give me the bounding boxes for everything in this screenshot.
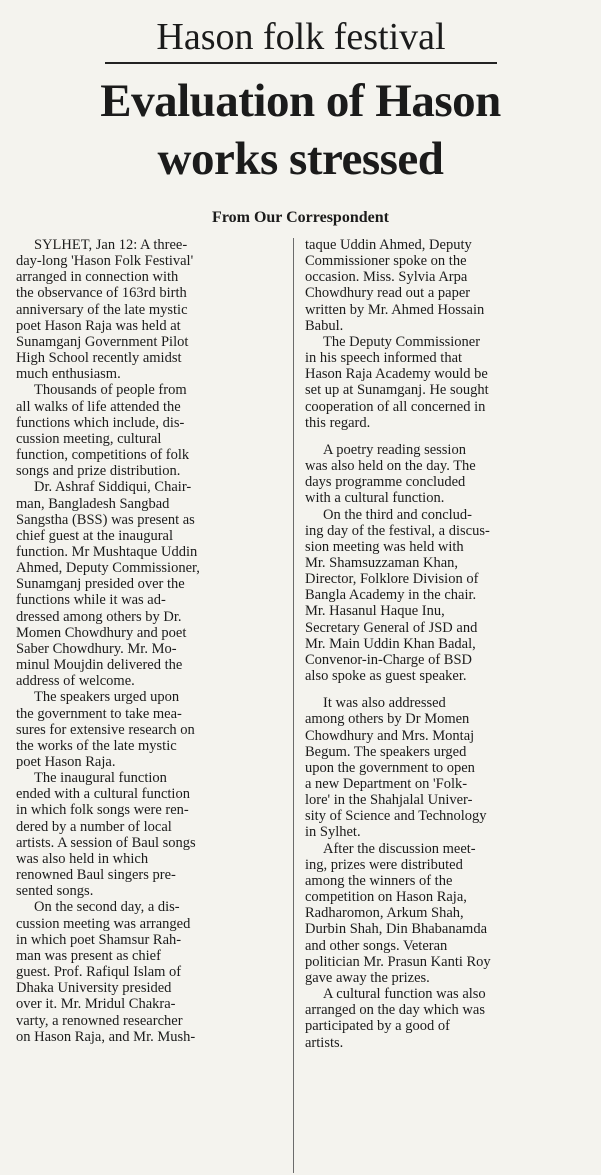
article-text-line: and other songs. Veteran xyxy=(305,937,448,954)
article-text-line: Bangla Academy in the chair. xyxy=(305,587,477,604)
left-column xyxy=(16,237,283,1045)
article-text-line: Director, Folklore Division of xyxy=(305,571,479,588)
article-text-line: man, Bangladesh Sangbad xyxy=(16,495,170,512)
article-text-line: Mr. Main Uddin Khan Badal, xyxy=(305,635,476,652)
article-text-line: varty, a renowned researcher xyxy=(16,1012,183,1029)
headline xyxy=(0,72,601,188)
article-text-line: Radharomon, Arkum Shah, xyxy=(305,905,464,922)
article-text-line: Chowdhury read out a paper xyxy=(305,285,471,302)
article-text-line: much enthusiasm. xyxy=(16,366,121,383)
article-text-line: was also held in which xyxy=(16,850,149,867)
article-text-line: address of welcome. xyxy=(16,673,135,690)
article-text-line: cussion meeting, cultural xyxy=(16,430,162,447)
article-text-line: The inaugural function xyxy=(34,770,167,787)
article-text-line: guest. Prof. Rafiqul Islam of xyxy=(16,964,182,981)
article-text-line: among others by Dr Momen xyxy=(305,711,470,728)
article-text-line: functions while it was ad- xyxy=(16,592,166,609)
article-text-line: on Hason Raja, and Mr. Mush- xyxy=(16,1028,196,1045)
article-text-line: Mr. Hasanul Haque Inu, xyxy=(305,603,445,620)
article-text-line: day-long 'Hason Folk Festival' xyxy=(16,253,194,270)
article-text-line: functions which include, dis- xyxy=(16,414,185,431)
article-text-line: also spoke as guest speaker. xyxy=(305,668,467,685)
right-column xyxy=(305,237,573,1051)
article-text-line: chief guest at the inaugural xyxy=(16,527,174,544)
article-text-line: the works of the late mystic xyxy=(16,737,177,754)
article-text-line: sures for extensive research on xyxy=(16,721,195,738)
article-text-line: Hason Raja Academy would be xyxy=(305,366,488,383)
article-text-line: function. Mr Mushtaque Uddin xyxy=(16,543,198,560)
article-text-line: a new Department on 'Folk- xyxy=(305,776,468,792)
headline-line-2: works stressed xyxy=(157,133,444,185)
article-text-line: participated by a good of xyxy=(305,1018,450,1035)
article-text-line: poet Hason Raja was held at xyxy=(16,317,181,334)
article-text-line: man was present as chief xyxy=(16,947,161,964)
article-text-line: A poetry reading session xyxy=(323,441,466,458)
article-text-line: cussion meeting was arranged xyxy=(16,915,191,932)
article-text-line: The speakers urged upon xyxy=(34,689,180,706)
article-text-line: with a cultural function. xyxy=(305,490,445,507)
article-text-line: sented songs. xyxy=(16,883,94,900)
article-text-line: On the third and conclud- xyxy=(323,506,472,523)
article-text-line: artists. xyxy=(305,1034,344,1051)
article-text-line: Begum. The speakers urged xyxy=(305,743,467,760)
article-text-line: days programme concluded xyxy=(305,474,466,491)
article-text-line: in which folk songs were ren- xyxy=(16,802,189,819)
article-text-line: in which poet Shamsur Rah- xyxy=(16,931,182,948)
article-text-line: High School recently amidst xyxy=(16,350,182,367)
article-text-line: artists. A session of Baul songs xyxy=(16,834,196,851)
article-text-line: occasion. Miss. Sylvia Arpa xyxy=(305,269,468,286)
article-text-line: Babul. xyxy=(305,317,344,334)
article-text-line: Saber Chowdhury. Mr. Mo- xyxy=(16,640,177,657)
article-text-line: ended with a cultural function xyxy=(16,786,190,803)
article-text-line: set up at Sunamganj. He sought xyxy=(305,382,489,399)
paragraph-gap xyxy=(305,431,573,442)
article-text-line: Sunamganj presided over the xyxy=(16,576,185,593)
article-text-line: sity of Science and Technology xyxy=(305,808,487,825)
article-text-line: this regard. xyxy=(305,414,371,431)
article-text-line: written by Mr. Ahmed Hossain xyxy=(305,301,485,318)
article-text-line: songs and prize distribution. xyxy=(16,463,181,480)
article-text-line: dressed among others by Dr. xyxy=(16,608,182,625)
article-text-line: Dhaka University presided xyxy=(16,980,172,997)
article-text-line: politician Mr. Prasun Kanti Roy xyxy=(305,953,491,970)
article-text-line: the government to take mea- xyxy=(16,705,182,722)
article-text-line: renowned Baul singers pre- xyxy=(16,867,176,884)
article-text-line: arranged on the day which was xyxy=(305,1002,485,1019)
article-text-line: competition on Hason Raja, xyxy=(305,889,467,906)
kicker-title: Hason folk festival xyxy=(105,14,497,64)
article-text-line: The Deputy Commissioner xyxy=(323,333,481,350)
article-text-line: in Sylhet. xyxy=(305,824,361,841)
article-text-line: After the discussion meet- xyxy=(323,840,476,857)
article-text-line: function, competitions of folk xyxy=(16,447,190,464)
article-text-line: cooperation of all concerned in xyxy=(305,398,486,415)
article-text-line: upon the government to open xyxy=(305,759,475,776)
article-text-line: arranged in connection with xyxy=(16,269,179,286)
article-text-line: Sangstha (BSS) was present as xyxy=(16,511,195,528)
article-text-line: Commissioner spoke on the xyxy=(305,253,467,270)
article-text-line: dered by a number of local xyxy=(16,818,172,835)
article-text-line: gave away the prizes. xyxy=(305,969,430,986)
article-text-line: Durbin Shah, Din Bhabanamda xyxy=(305,921,488,938)
byline: From Our Correspondent xyxy=(212,209,389,226)
article-text-line: Ahmed, Deputy Commissioner, xyxy=(16,560,200,577)
article-text-line: Convenor-in-Charge of BSD xyxy=(305,651,472,668)
article-text-line: On the second day, a dis- xyxy=(34,899,180,916)
article-text-line: A cultural function was also xyxy=(323,986,486,1003)
article-text-line: was also held on the day. The xyxy=(305,458,476,475)
article-text-line: It was also addressed xyxy=(323,695,446,712)
article-text-line: Thousands of people from xyxy=(34,382,187,399)
paragraph-gap xyxy=(305,684,573,695)
article-text-line: Sunamganj Government Pilot xyxy=(16,333,189,350)
article-text-line: sion meeting was held with xyxy=(305,538,464,555)
article-text-line: Secretary General of JSD and xyxy=(305,619,478,636)
column-divider xyxy=(293,238,294,1173)
article-text-line: anniversary of the late mystic xyxy=(16,301,188,318)
article-text-line: poet Hason Raja. xyxy=(16,754,116,770)
article-text-line: over it. Mr. Mridul Chakra- xyxy=(16,996,176,1013)
article-text-line: Chowdhury and Mrs. Montaj xyxy=(305,727,475,744)
article-text-line: Momen Chowdhury and poet xyxy=(16,624,187,641)
article-text-line: all walks of life attended the xyxy=(16,398,181,415)
article-text-line: in his speech informed that xyxy=(305,350,463,367)
article-text-line: ing, prizes were distributed xyxy=(305,856,463,873)
article-text-line: among the winners of the xyxy=(305,872,453,889)
article-text-line: minul Moujdin delivered the xyxy=(16,657,183,674)
article-text-line: the observance of 163rd birth xyxy=(16,285,187,302)
article-text-line: SYLHET, Jan 12: A three- xyxy=(34,237,188,253)
article-text-line: ing day of the festival, a discus- xyxy=(305,522,490,539)
article-text-line: Dr. Ashraf Siddiqui, Chair- xyxy=(34,479,192,496)
article-text-line: lore' in the Shahjalal Univer- xyxy=(305,792,473,809)
article-text-line: Mr. Shamsuzzaman Khan, xyxy=(305,554,459,571)
article-text-line: taque Uddin Ahmed, Deputy xyxy=(305,237,472,253)
headline-line-1: Evaluation of Hason xyxy=(100,75,501,127)
